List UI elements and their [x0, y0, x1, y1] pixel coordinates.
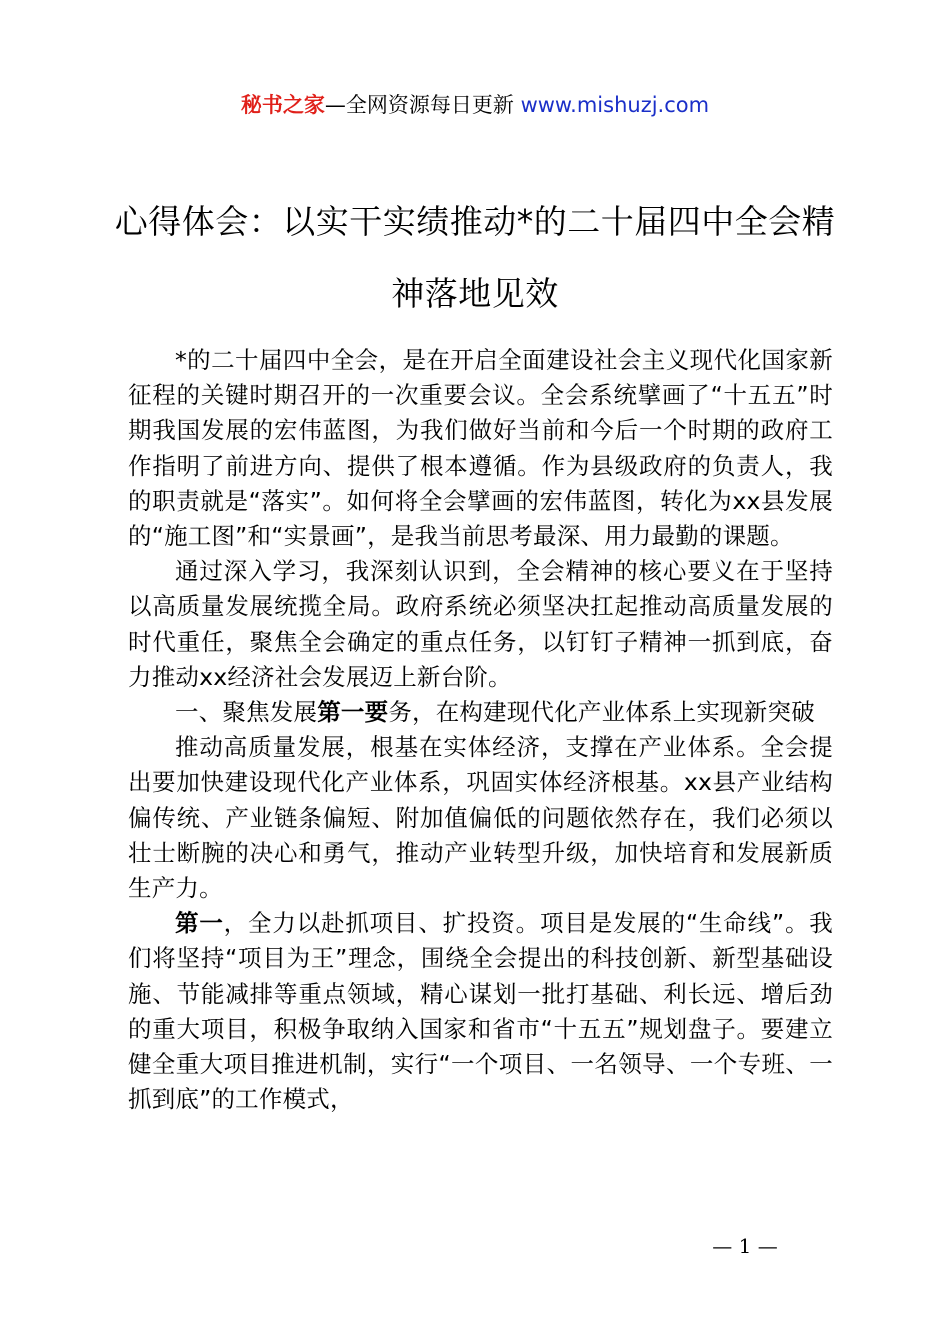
document-body [128, 343, 833, 1117]
paragraph-industry: 推动高质量发展，根基在实体经济，支撑在产业体系。全会提出要加快建设现代化产业体系，巩固实体经济根基。xx县产业结构偏传统、产业链条偏短、附加值偏低的问题依然存在，我们必须以壮士断腕的决心和勇气，推动产业转型升级，加快培育和发展新质生产力。 [128, 733, 833, 903]
section-heading-bold: 第一要 [317, 698, 389, 727]
page-number: — 1 — [712, 1234, 778, 1258]
first-point-label: 第一 [175, 909, 224, 938]
site-url-link[interactable]: www.mishuzj.com [520, 93, 710, 117]
paragraph-first-point [128, 906, 833, 1117]
paragraph-understanding: 通过深入学习，我深刻认识到，全会精神的核心要义在于坚持以高质量发展统揽全局。政府系统必须坚决扛起推动高质量发展的时代重任，聚焦全会确定的重点任务，以钉钉子精神一抓到底，奋力推动xx经济社会发展迈上新台阶。 [128, 557, 833, 691]
section-heading-pre: 一、聚焦发展 [175, 698, 318, 727]
section-heading-1 [128, 695, 833, 730]
paragraph-intro: *的二十届四中全会，是在开启全面建设社会主义现代化国家新征程的关键时期召开的一次重要会议。全会系统擘画了“十五五”时期我国发展的宏伟蓝图，为我们做好当前和今后一个时期的政府工作指明了前进方向、提供了根本遵循。作为县级政府的负责人，我的职责就是“落实”。如何将全会擘画的宏伟蓝图，转化为xx县发展的“施工图”和“实景画”，是我当前思考最深、用力最勤的课题。 [128, 346, 833, 551]
first-point-text: ，全力以赴抓项目、扩投资。项目是发展的“生命线”。我们将坚持“项目为王”理念，围绕全会提出的科技创新、新型基础设施、节能减排等重点领域，精心谋划一批打基础、利长远、增后劲的重大项目，积极争取纳入国家和省市“十五五”规划盘子。要建立健全重大项目推进机制，实行“一个项目、一名领导、一个专班、一抓到底”的工作模式， [128, 909, 833, 1114]
site-name: 秘书之家 [240, 93, 325, 117]
site-header [0, 88, 950, 122]
section-heading-post: 务，在构建现代化产业体系上实现新突破 [388, 698, 815, 727]
site-tagline: —全网资源每日更新 [324, 93, 521, 117]
document-title: 心得体会：以实干实绩推动*的二十届四中全会精神落地见效 [114, 202, 836, 313]
